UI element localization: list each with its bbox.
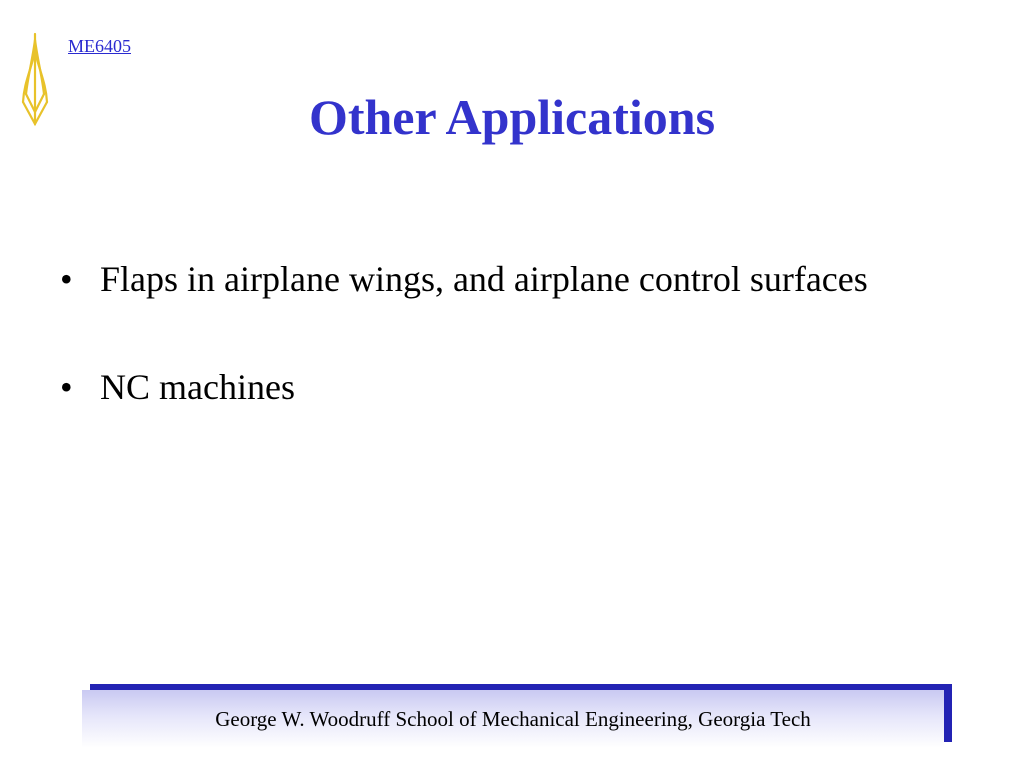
bullet-marker: • bbox=[60, 259, 73, 299]
bullet-marker: • bbox=[60, 367, 73, 407]
course-code: ME6405 bbox=[68, 36, 131, 56]
footer-banner bbox=[82, 690, 944, 748]
bullet-list bbox=[60, 252, 940, 468]
bullet-text: Flaps in airplane wings, and airplane control surfaces bbox=[100, 259, 868, 299]
bullet-text: NC machines bbox=[100, 367, 295, 407]
list-item bbox=[60, 360, 940, 414]
footer-text: George W. Woodruff School of Mechanical Engineering, Georgia Tech bbox=[215, 706, 811, 731]
list-item bbox=[60, 252, 940, 306]
page-title: Other Applications bbox=[308, 89, 716, 145]
